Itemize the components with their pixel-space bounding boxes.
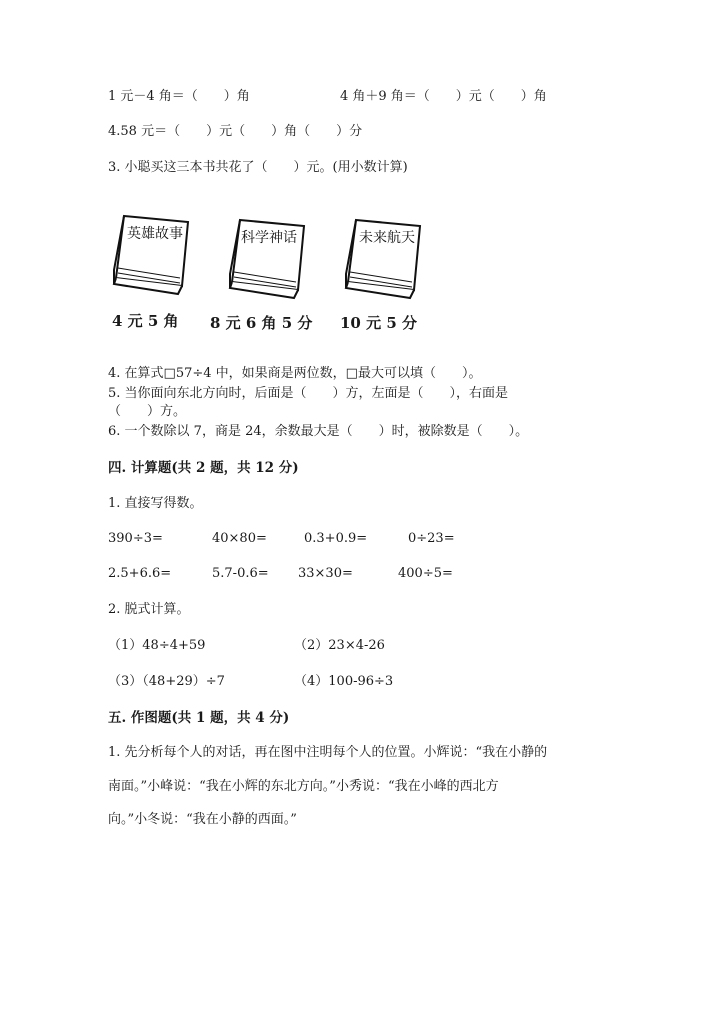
money-question-2: 4.58 元＝（ ）元（ ）角（ ）分 bbox=[108, 124, 363, 139]
question-5-line1: 5. 当你面向东北方向时，后面是（ ）方，左面是（ ），右面是 bbox=[108, 386, 509, 401]
calc-item: 40×80= bbox=[212, 531, 267, 546]
book-title-2: 科学神话 bbox=[241, 230, 297, 246]
calc-item: 33×30= bbox=[298, 566, 353, 581]
section-5-q1-line1: 1. 先分析每个人的对话，再在图中注明每个人的位置。小辉说：“我在小静的 bbox=[108, 745, 548, 760]
book-price-2: 8 元 6 角 5 分 bbox=[210, 314, 313, 332]
calc-item: 390÷3= bbox=[108, 531, 163, 546]
section-4-q1-title: 1. 直接写得数。 bbox=[108, 496, 203, 511]
calc-step-item: （3）（48+29）÷7 bbox=[108, 674, 225, 689]
calc-item: 5.7-0.6= bbox=[212, 566, 269, 581]
question-5-line2: （ ）方。 bbox=[108, 404, 187, 419]
money-question-1b: 4 角＋9 角＝（ ）元（ ）角 bbox=[340, 89, 547, 104]
book-illustration-3 bbox=[342, 216, 424, 302]
section-5-heading: 五. 作图题(共 1 题，共 4 分) bbox=[108, 710, 290, 726]
section-4-q2-title: 2. 脱式计算。 bbox=[108, 602, 190, 617]
section-5-q1-line3: 向。”小冬说：“我在小静的西面。” bbox=[108, 812, 297, 827]
money-question-1a: 1 元－4 角＝（ ）角 bbox=[108, 89, 250, 104]
calc-step-item: （1）48÷4+59 bbox=[108, 638, 206, 653]
book-price-1: 4 元 5 角 bbox=[112, 312, 179, 330]
book-illustration-1 bbox=[110, 212, 192, 298]
calc-item: 0÷23= bbox=[408, 531, 455, 546]
calc-step-item: （4）100-96÷3 bbox=[294, 674, 394, 689]
book-illustration-2 bbox=[226, 216, 308, 302]
question-4: 4. 在算式□57÷4 中，如果商是两位数，□最大可以填（ ）。 bbox=[108, 366, 482, 381]
calc-step-item: （2）23×4-26 bbox=[294, 638, 385, 653]
question-3: 3. 小聪买这三本书共花了（ ）元。(用小数计算) bbox=[108, 160, 408, 175]
calc-item: 400÷5= bbox=[398, 566, 453, 581]
book-title-3: 未来航天 bbox=[359, 230, 415, 246]
question-6: 6. 一个数除以 7，商是 24，余数最大是（ ）时，被除数是（ ）。 bbox=[108, 424, 529, 439]
calc-item: 0.3+0.9= bbox=[304, 531, 368, 546]
section-5-q1-line2: 南面。”小峰说：“我在小辉的东北方向。”小秀说：“我在小峰的西北方 bbox=[108, 779, 499, 794]
book-title-1: 英雄故事 bbox=[127, 226, 183, 242]
calc-item: 2.5+6.6= bbox=[108, 566, 172, 581]
book-price-3: 10 元 5 分 bbox=[340, 314, 417, 332]
section-4-heading: 四. 计算题(共 2 题，共 12 分) bbox=[108, 460, 299, 476]
